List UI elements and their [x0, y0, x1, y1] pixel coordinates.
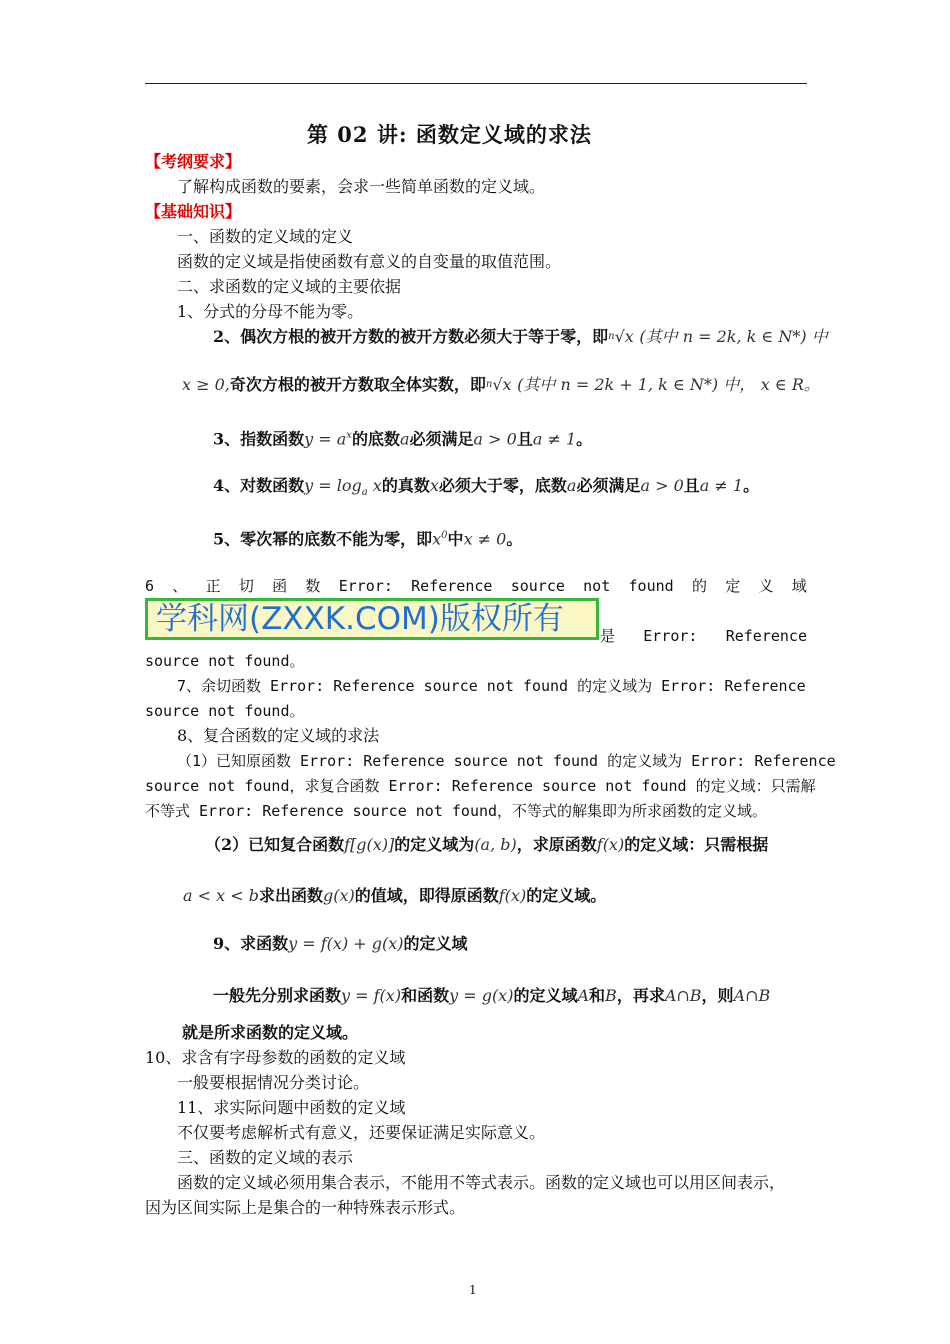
radical-odd: √x	[492, 375, 512, 394]
rule-10-text: 一般要根据情况分类讨论。	[177, 1073, 370, 1092]
rule-9b-text-a: 一般先分别求函数	[213, 986, 342, 1005]
rule-4-x: x	[429, 476, 439, 495]
rule-10: 10、求含有字母参数的函数的定义域	[145, 1048, 406, 1067]
rule-4-formula: y = log	[304, 476, 362, 495]
rule-9b-text-c: 的定义域	[513, 986, 578, 1005]
rule-11: 11、求实际问题中函数的定义域	[177, 1098, 406, 1117]
rule-8: 8、复合函数的定义域的求法	[177, 726, 380, 745]
rule-3-cond1: a > 0	[473, 429, 517, 449]
rule-9b-text-d: 和	[589, 986, 606, 1005]
page-title: 第 02 讲: 函数定义域的求法	[307, 122, 592, 147]
rule-9b-fy: y = f(x)	[341, 986, 402, 1005]
definition-text: 函数的定义域是指使函数有意义的自变量的取值范围。	[177, 252, 562, 271]
rule-8-2-text-d: 的定义域：只需根据	[624, 835, 769, 854]
rule-2-text: 2、偶次方根的被开方数的被开方数必须大于等于零，即	[213, 327, 609, 346]
rule-2-condition: (其中 n = 2k, k ∈ N*) 中	[639, 327, 828, 346]
rule-2-odd-end: x ∈ R。	[760, 375, 820, 394]
rule-3	[213, 425, 592, 450]
rule-4-end: 。	[743, 476, 760, 495]
rule-2-continued	[182, 374, 820, 396]
rule-5-x: x	[432, 529, 442, 549]
rule-6-word: 数	[305, 577, 321, 595]
rule-9-formula: y = f(x) + g(x)	[288, 934, 404, 953]
rule-9-text: 的定义域	[403, 934, 468, 953]
rule-9b-text-f: ，则	[701, 986, 734, 1005]
rule-3-formula: y = a	[304, 429, 347, 449]
rule-8-2b-text-a: 求出函数	[258, 886, 323, 905]
rule-8-2	[205, 834, 768, 856]
heading-definition: 一、函数的定义域的定义	[177, 227, 354, 246]
rule-4-formula-x: x	[367, 476, 382, 495]
rule-9b-intersection2: A∩B	[733, 986, 771, 1005]
rule-7-end: source not found。	[145, 702, 305, 720]
rule-6-word: 义	[758, 577, 774, 595]
header-rule	[145, 83, 807, 84]
rule-4-a: a	[566, 476, 577, 495]
rule-8-2b-text-c: 的定义域。	[526, 886, 607, 905]
rule-9-label: 9、求函数	[213, 934, 289, 953]
rule-8-2-gx: g(x)	[322, 886, 355, 905]
rule-8-2-fx2: f(x)	[498, 886, 527, 905]
rule-6b-word: Reference	[725, 627, 807, 645]
rule-8-2-continued	[183, 885, 606, 907]
rule-5-label: 5、零次幂的底数不能为零，即	[213, 529, 433, 549]
rule-7: 7、余切函数 Error: Reference source not found 的定义域为 Error: Reference	[177, 677, 806, 695]
rule-6-word: Reference	[411, 577, 493, 595]
rule-4-cond2: a ≠ 1	[699, 476, 744, 495]
rule-6-word: 正	[205, 577, 221, 595]
rule-2	[213, 326, 828, 348]
section-heading-basics: 【基础知识】	[145, 202, 242, 221]
rule-2-odd-text: 奇次方根的被开方数取全体实数，即	[229, 375, 486, 394]
rule-6-word: found	[628, 577, 674, 595]
rule-8-1: （1）已知原函数 Error: Reference source not found 的定义域为 Error: Reference	[177, 752, 836, 770]
rule-9b-text-b: 和函数	[401, 986, 450, 1005]
rule-6-word: source	[510, 577, 565, 595]
representation-text-2: 因为区间实际上是集合的一种特殊表示形式。	[145, 1198, 466, 1217]
rule-3-exponent: x	[346, 430, 352, 441]
rule-8-2-inequality: a < x < b	[183, 886, 259, 905]
rule-9b-a: A	[577, 986, 590, 1005]
rule-6-word: 6	[145, 577, 155, 595]
rule-6-word: 函	[272, 577, 288, 595]
rule-6-word: 的	[691, 577, 707, 595]
rule-5-exponent: 0	[441, 530, 448, 541]
rule-6	[145, 575, 807, 597]
rule-6-word: 域	[791, 577, 807, 595]
rule-8-1-line2: source not found，求复合函数 Error: Reference source not found 的定义域：只需解	[145, 777, 816, 795]
radical-index: n	[608, 331, 615, 342]
rule-2-odd-condition: (其中 n = 2k + 1, k ∈ N*) 中，	[517, 375, 756, 394]
rule-9	[213, 933, 468, 955]
rule-5-end: 。	[506, 529, 523, 549]
rule-9-explanation	[213, 985, 770, 1007]
rule-6-word: 定	[725, 577, 741, 595]
rule-9b-gy: y = g(x)	[449, 986, 514, 1005]
rule-8-2b-text-b: 的值域，即得原函数	[354, 886, 499, 905]
rule-6-word: Error:	[338, 577, 393, 595]
section-heading-requirements: 【考纲要求】	[145, 152, 242, 171]
heading-representation: 三、函数的定义域的表示	[177, 1148, 354, 1167]
rule-9b-intersection: A∩B	[664, 986, 702, 1005]
rule-4-text-b: 的真数	[381, 476, 430, 495]
copyright-watermark: 学科网(ZXXK.COM)版权所有	[145, 598, 599, 640]
rule-3-end: 。	[576, 429, 593, 449]
rule-3-text-b: 的底数	[351, 429, 400, 449]
rule-5-text-b: 中	[447, 529, 464, 549]
rule-8-2-text-b: 的定义域为	[394, 835, 475, 854]
rule-8-2-interval: (a, b)	[474, 835, 517, 854]
rule-8-2-composite: f[g(x)]	[344, 835, 395, 854]
rule-3-text-d: 且	[516, 429, 533, 449]
page-number: 1	[469, 1283, 477, 1297]
heading-basis: 二、求函数的定义域的主要依据	[177, 277, 402, 296]
rule-8-2-label: （2）已知复合函数	[205, 835, 345, 854]
rule-4-text-c: 必须大于零，底数	[438, 476, 567, 495]
rule-4-cond1: a > 0	[640, 476, 684, 495]
rule-4-subscript: a	[361, 487, 368, 499]
rule-5	[213, 525, 522, 550]
rule-6b-word: 是	[600, 627, 616, 645]
rule-4-text-e: 且	[683, 476, 700, 495]
rule-9b-b: B	[605, 986, 617, 1005]
rule-8-1-line3: 不等式 Error: Reference source not found，不等式的解集即为所求函数的定义域。	[145, 802, 768, 820]
rule-3-cond2: a ≠ 1	[532, 429, 577, 449]
rule-3-text-c: 必须满足	[409, 429, 474, 449]
rule-9b-text-e: ，再求	[616, 986, 665, 1005]
rule-3-label: 3、指数函数	[213, 429, 305, 449]
radical-index-odd: n	[485, 379, 493, 390]
rule-6-continued	[600, 625, 807, 647]
rule-9-conclusion: 就是所求函数的定义域。	[182, 1023, 359, 1042]
rule-6-word: 、	[172, 577, 188, 595]
rule-6b-word: Error:	[643, 627, 698, 645]
rule-4-text-d: 必须满足	[576, 476, 641, 495]
rule-2-math: x ≥ 0,	[182, 375, 230, 394]
rule-1: 1、分式的分母不能为零。	[177, 302, 364, 321]
rule-4	[213, 475, 759, 504]
radical-even: √x	[614, 327, 634, 346]
rule-8-2-fx: f(x)	[596, 835, 625, 854]
rule-5-cond: x ≠ 0	[463, 529, 507, 549]
rule-8-2-text-c: ，求原函数	[516, 835, 597, 854]
rule-3-base: a	[399, 429, 410, 449]
requirements-text: 了解构成函数的要素，会求一些简单函数的定义域。	[177, 177, 546, 196]
rule-11-text: 不仅要考虑解析式有意义，还要保证满足实际意义。	[177, 1123, 546, 1142]
rule-6-end: source not found。	[145, 652, 305, 670]
rule-6-word: not	[583, 577, 611, 595]
rule-6-word: 切	[238, 577, 254, 595]
representation-text-1: 函数的定义域必须用集合表示，不能用不等式表示。函数的定义域也可以用区间表示，	[177, 1173, 786, 1192]
rule-4-label: 4、对数函数	[213, 476, 305, 495]
